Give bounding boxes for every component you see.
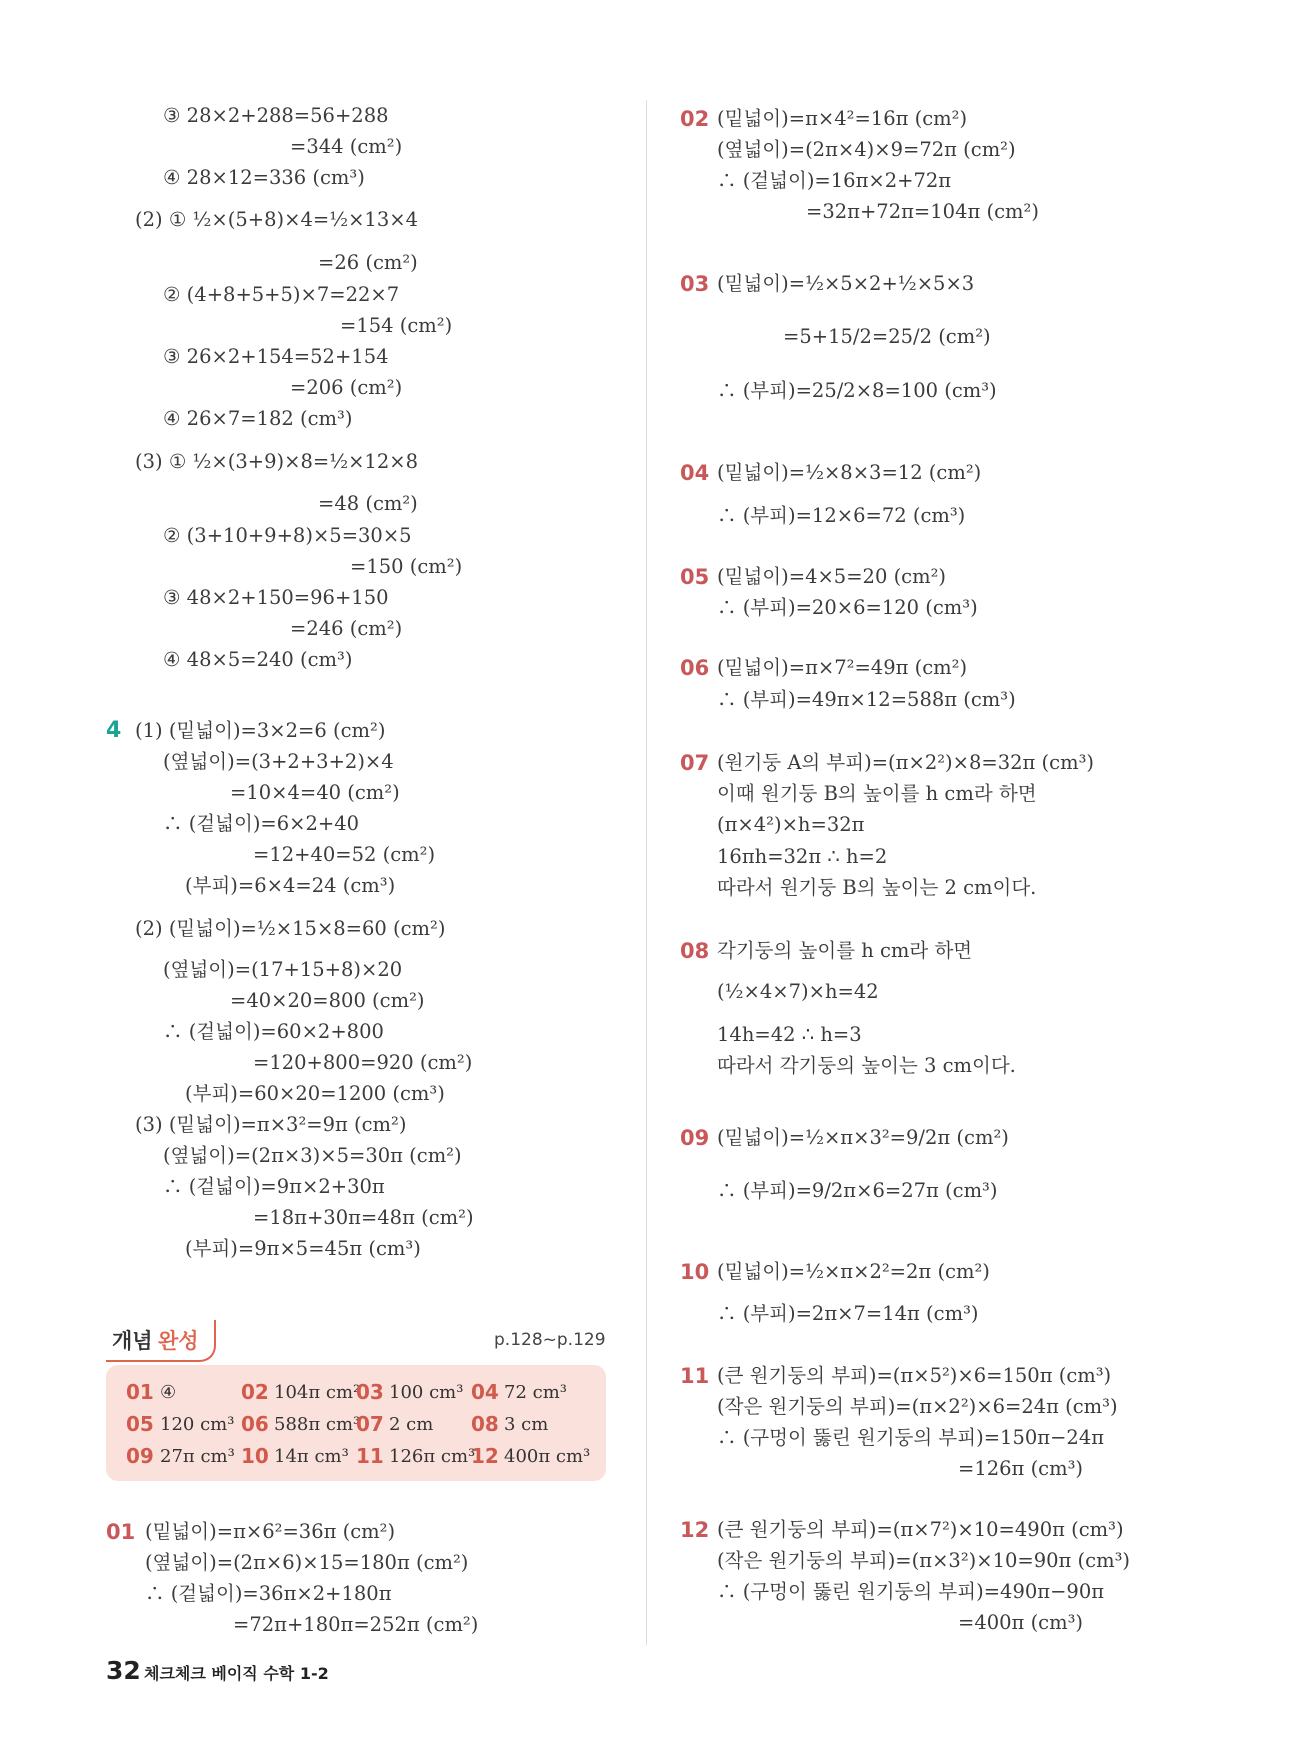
sol-line: (큰 원기둥의 부피)=(π×5²)×6=150π (cm³): [717, 1364, 1112, 1387]
column-divider: [646, 100, 647, 1645]
answer-value: ④: [160, 1382, 177, 1403]
sol-line: =26 (cm²): [318, 251, 418, 274]
sol-line: 이때 원기둥 B의 높이를 h cm라 하면: [717, 782, 1037, 805]
sol-line: (부피)=9π×5=45π (cm³): [185, 1237, 421, 1260]
sol-line: 따라서 각기둥의 높이는 3 cm이다.: [717, 1054, 1016, 1077]
sol-line: =18π+30π=48π (cm²): [253, 1206, 474, 1229]
sol-line: (작은 원기둥의 부피)=(π×3²)×10=90π (cm³): [717, 1549, 1131, 1572]
answer-number: 02: [241, 1380, 269, 1404]
answer-value: 27π cm³: [160, 1446, 235, 1467]
sol-line: (밑넓이)=π×7²=49π (cm²): [717, 656, 968, 679]
sol-line: =400π (cm³): [958, 1611, 1084, 1634]
concept-title-a: 개념: [112, 1329, 153, 1353]
answer-number: 06: [241, 1412, 269, 1436]
sol-line: =344 (cm²): [290, 135, 403, 158]
sol-line: ③ 26×2+154=52+154: [163, 345, 389, 368]
problem-number: 01: [106, 1520, 136, 1544]
sol-line: (2) ① ½×(5+8)×4=½×13×4: [135, 208, 418, 231]
sol-line: (3) (밑넓이)=π×3²=9π (cm²): [135, 1113, 407, 1136]
sol-line: 따라서 원기둥 B의 높이는 2 cm이다.: [717, 876, 1037, 899]
answer-number: 03: [356, 1380, 384, 1404]
sol-line: ∴ (겉넓이)=36π×2+180π: [145, 1582, 392, 1605]
problem-number: 06: [680, 656, 710, 680]
sol-line: (밑넓이)=½×π×2²=2π (cm²): [717, 1260, 990, 1283]
answer-value: 400π cm³: [504, 1446, 591, 1467]
answer-value: 126π cm³: [389, 1446, 476, 1467]
problem-number: 03: [680, 272, 710, 296]
sol-line: (밑넓이)=π×6²=36π (cm²): [145, 1520, 396, 1543]
answer-number: 05: [126, 1412, 154, 1436]
sol-line: ∴ (부피)=49π×12=588π (cm³): [717, 688, 1016, 711]
sol-line: =120+800=920 (cm²): [253, 1051, 473, 1074]
sol-line: ③ 48×2+150=96+150: [163, 586, 389, 609]
sol-line: ∴ (부피)=20×6=120 (cm³): [717, 596, 978, 619]
sol-line: =10×4=40 (cm²): [230, 781, 400, 804]
sol-line: (밑넓이)=½×5×2+½×5×3: [717, 272, 975, 295]
answer-value: 3 cm: [504, 1414, 549, 1435]
sol-line: (밑넓이)=½×π×3²=9/2π (cm²): [717, 1126, 1009, 1149]
sol-line: =48 (cm²): [318, 492, 418, 515]
answer-number: 09: [126, 1444, 154, 1468]
sol-line: ④ 48×5=240 (cm³): [163, 648, 353, 671]
problem-number: 09: [680, 1126, 710, 1150]
sol-line: ∴ (겉넓이)=6×2+40: [163, 812, 360, 835]
answer-value: 14π cm³: [274, 1446, 349, 1467]
sol-line: ④ 26×7=182 (cm³): [163, 407, 353, 430]
sol-line: (원기둥 A의 부피)=(π×2²)×8=32π (cm³): [717, 751, 1095, 774]
sol-line: ∴ (구멍이 뚫린 원기둥의 부피)=150π−24π: [717, 1426, 1105, 1449]
sol-line: =246 (cm²): [290, 617, 403, 640]
problem-number: 4: [106, 718, 122, 743]
sol-line: (작은 원기둥의 부피)=(π×2²)×6=24π (cm³): [717, 1395, 1118, 1418]
answer-value: 120 cm³: [160, 1414, 235, 1435]
problem-number: 12: [680, 1518, 710, 1542]
sol-line: =126π (cm³): [958, 1457, 1084, 1480]
answer-number: 04: [471, 1380, 499, 1404]
answer-number: 08: [471, 1412, 499, 1436]
sol-line: ④ 28×12=336 (cm³): [163, 166, 365, 189]
problem-number: 07: [680, 751, 710, 775]
answer-number: 12: [471, 1444, 499, 1468]
sol-line: (옆넓이)=(3+2+3+2)×4: [163, 750, 394, 773]
problem-number: 10: [680, 1260, 710, 1284]
sol-line: (옆넓이)=(17+15+8)×20: [163, 958, 403, 981]
sol-line: (½×4×7)×h=42: [717, 980, 879, 1003]
sol-line: (옆넓이)=(2π×6)×15=180π (cm²): [145, 1551, 469, 1574]
sol-line: (옆넓이)=(2π×3)×5=30π (cm²): [163, 1144, 462, 1167]
sol-line: ∴ (부피)=25/2×8=100 (cm³): [717, 379, 997, 402]
answer-number: 11: [356, 1444, 384, 1468]
sol-line: 16πh=32π ∴ h=2: [717, 845, 888, 868]
problem-number: 05: [680, 565, 710, 589]
sol-line: (부피)=6×4=24 (cm³): [185, 874, 396, 897]
sol-line: ∴ (겉넓이)=16π×2+72π: [717, 169, 952, 192]
sol-line: ∴ (겉넓이)=9π×2+30π: [163, 1175, 385, 1198]
sol-line: (3) ① ½×(3+9)×8=½×12×8: [135, 450, 418, 473]
sol-line: =5+15/2=25/2 (cm²): [783, 325, 991, 348]
problem-number: 11: [680, 1364, 710, 1388]
sol-line: =206 (cm²): [290, 376, 403, 399]
answer-value: 2 cm: [389, 1414, 434, 1435]
sol-line: ∴ (구멍이 뚫린 원기둥의 부피)=490π−90π: [717, 1580, 1105, 1603]
sol-line: 14h=42 ∴ h=3: [717, 1023, 862, 1046]
sol-line: (밑넓이)=½×8×3=12 (cm²): [717, 461, 982, 484]
answer-value: 588π cm³: [274, 1414, 361, 1435]
problem-number: 08: [680, 939, 710, 963]
page-number: 32: [106, 1656, 141, 1685]
page-reference: p.128~p.129: [494, 1330, 606, 1350]
sol-line: ② (4+8+5+5)×7=22×7: [163, 283, 400, 306]
sol-line: 각기둥의 높이를 h cm라 하면: [717, 939, 973, 962]
sol-line: (1) (밑넓이)=3×2=6 (cm²): [135, 719, 386, 742]
sol-line: =150 (cm²): [350, 555, 463, 578]
book-title: 체크체크 베이직 수학 1-2: [144, 1664, 329, 1683]
problem-number: 02: [680, 107, 710, 131]
sol-line: ∴ (겉넓이)=60×2+800: [163, 1020, 384, 1043]
sol-line: =40×20=800 (cm²): [230, 989, 425, 1012]
sol-line: (부피)=60×20=1200 (cm³): [185, 1082, 445, 1105]
answer-value: 100 cm³: [389, 1382, 464, 1403]
sol-line: (밑넓이)=π×4²=16π (cm²): [717, 107, 968, 130]
sol-line: =12+40=52 (cm²): [253, 843, 436, 866]
sol-line: (2) (밑넓이)=½×15×8=60 (cm²): [135, 917, 446, 940]
sol-line: ③ 28×2+288=56+288: [163, 104, 389, 127]
answer-number: 01: [126, 1380, 154, 1404]
answer-value: 104π cm²: [274, 1382, 361, 1403]
sol-line: ② (3+10+9+8)×5=30×5: [163, 524, 412, 547]
sol-line: =154 (cm²): [340, 314, 453, 337]
answer-value: 72 cm³: [504, 1382, 567, 1403]
answer-number: 07: [356, 1412, 384, 1436]
sol-line: ∴ (부피)=9/2π×6=27π (cm³): [717, 1179, 998, 1202]
sol-line: (π×4²)×h=32π: [717, 813, 865, 836]
sol-line: ∴ (부피)=12×6=72 (cm³): [717, 504, 966, 527]
sol-line: (큰 원기둥의 부피)=(π×7²)×10=490π (cm³): [717, 1518, 1124, 1541]
sol-line: (밑넓이)=4×5=20 (cm²): [717, 565, 947, 588]
concept-title-b: 완성: [158, 1329, 199, 1353]
sol-line: =32π+72π=104π (cm²): [806, 200, 1039, 223]
problem-number: 04: [680, 461, 710, 485]
answer-number: 10: [241, 1444, 269, 1468]
sol-line: =72π+180π=252π (cm²): [233, 1613, 479, 1636]
sol-line: ∴ (부피)=2π×7=14π (cm³): [717, 1302, 979, 1325]
sol-line: (옆넓이)=(2π×4)×9=72π (cm²): [717, 138, 1016, 161]
